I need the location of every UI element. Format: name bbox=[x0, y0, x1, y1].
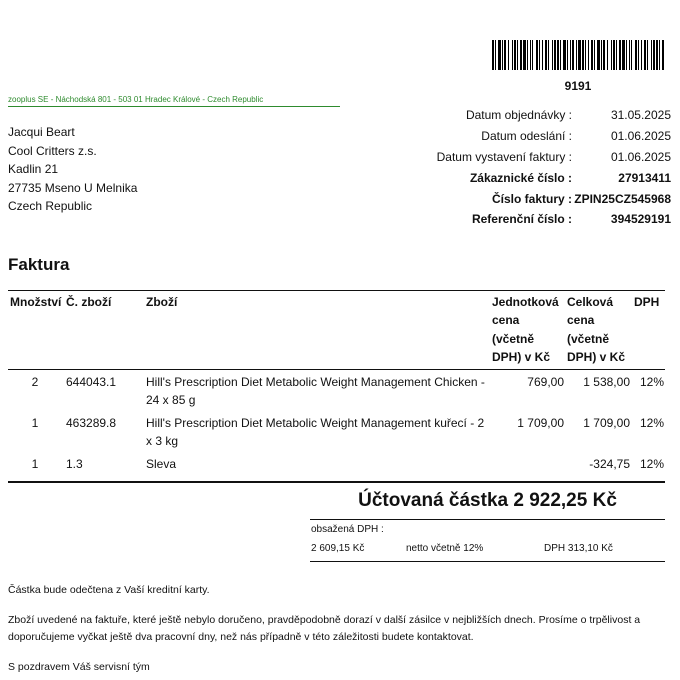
cell-product: Hill's Prescription Diet Metabolic Weight Management kuřecí - 2 x 3 kg bbox=[146, 416, 485, 449]
barcode-bar bbox=[653, 40, 655, 70]
barcode-bar bbox=[530, 40, 531, 70]
barcode-bar bbox=[512, 40, 513, 70]
barcode-bar bbox=[638, 40, 639, 70]
barcode-bar bbox=[662, 40, 664, 70]
barcode-bar bbox=[514, 40, 516, 70]
invoice-meta bbox=[390, 105, 671, 230]
barcode-bar bbox=[520, 40, 522, 70]
barcode-bar bbox=[629, 40, 630, 70]
barcode-bar bbox=[557, 40, 559, 70]
barcode-bar bbox=[542, 40, 543, 70]
col-header-qty: Množství bbox=[10, 295, 62, 309]
barcode-bar bbox=[552, 40, 553, 70]
cell-product: Hill's Prescription Diet Metabolic Weight Management Chicken - 24 x 85 g bbox=[146, 375, 485, 408]
total-amount: Účtovaná částka 2 922,25 Kč bbox=[358, 490, 617, 511]
cell-item-no: 1.3 bbox=[66, 457, 83, 471]
table-header-rule bbox=[8, 369, 665, 370]
barcode-bar bbox=[560, 40, 561, 70]
barcode-bar bbox=[585, 40, 586, 70]
meta-customer-number: Zákaznické číslo : 27913411 bbox=[469, 170, 671, 185]
barcode-bar bbox=[523, 40, 526, 70]
barcode-bar bbox=[641, 40, 642, 70]
barcode-bar bbox=[601, 40, 602, 70]
barcode-bar bbox=[582, 40, 584, 70]
cell-qty: 1 bbox=[31, 457, 39, 471]
recipient-line: Czech Republic bbox=[8, 199, 93, 213]
meta-reference-number: Referenční číslo : 394529191 bbox=[471, 212, 671, 227]
page-title: Faktura bbox=[8, 255, 70, 274]
barcode-bar bbox=[563, 40, 566, 70]
vat-amount: DPH 313,10 Kč bbox=[544, 543, 613, 554]
vat-net-amount: 2 609,15 Kč bbox=[311, 543, 365, 554]
barcode-bar bbox=[594, 40, 595, 70]
barcode-bar bbox=[597, 40, 600, 70]
cell-qty: 2 bbox=[31, 375, 39, 389]
sender-address: zooplus SE - Náchodská 801 - 503 01 Hradec Králové - Czech Republic bbox=[8, 95, 340, 107]
barcode-bar bbox=[572, 40, 574, 70]
col-header-vat: DPH bbox=[634, 295, 660, 309]
barcode-image bbox=[492, 40, 664, 70]
barcode-bar bbox=[498, 40, 501, 70]
meta-ship-date: Datum odeslání : 01.06.2025 bbox=[481, 129, 671, 144]
table-bottom-rule bbox=[8, 481, 665, 483]
barcode-bar bbox=[631, 40, 632, 70]
barcode-bar bbox=[611, 40, 612, 70]
barcode-bar bbox=[622, 40, 625, 70]
cell-item-no: 644043.1 bbox=[66, 375, 117, 389]
vat-rate-label: netto včetně 12% bbox=[406, 543, 484, 554]
cell-vat: 12% bbox=[639, 457, 664, 471]
barcode-bar bbox=[644, 40, 646, 70]
barcode-bar bbox=[567, 40, 568, 70]
barcode-bar bbox=[659, 40, 660, 70]
vat-summary bbox=[310, 519, 665, 562]
barcode-bar bbox=[626, 40, 627, 70]
barcode-bar bbox=[613, 40, 615, 70]
barcode-bar bbox=[527, 40, 528, 70]
barcode-bar bbox=[545, 40, 547, 70]
barcode-bar bbox=[588, 40, 589, 70]
barcode-number: 9191 bbox=[564, 79, 592, 93]
barcode-bar bbox=[517, 40, 518, 70]
recipient-line: Jacqui Beart bbox=[8, 125, 75, 139]
barcode-bar bbox=[548, 40, 549, 70]
barcode-bar bbox=[495, 40, 496, 70]
col-header-total-price: Celková cena (včetně DPH) v Kč bbox=[567, 295, 626, 364]
barcode-bar bbox=[619, 40, 621, 70]
barcode-bar bbox=[616, 40, 617, 70]
cell-unit-price: 769,00 bbox=[527, 375, 564, 389]
recipient-line: Cool Critters z.s. bbox=[8, 143, 97, 158]
payment-note: Částka bude odečtena z Vaší kreditní karty. bbox=[8, 584, 210, 596]
cell-unit-price: 1 709,00 bbox=[517, 416, 564, 430]
barcode-bar bbox=[603, 40, 605, 70]
barcode-bar bbox=[508, 40, 509, 70]
recipient-address bbox=[8, 123, 137, 216]
cell-product: Sleva bbox=[146, 457, 177, 471]
barcode-bar bbox=[591, 40, 593, 70]
cell-vat: 12% bbox=[639, 375, 664, 389]
barcode-bar bbox=[651, 40, 652, 70]
closing-greeting: S pozdravem Váš servisní tým bbox=[8, 661, 150, 673]
barcode-bar bbox=[536, 40, 538, 70]
barcode-bar bbox=[504, 40, 506, 70]
barcode-bar bbox=[539, 40, 540, 70]
cell-vat: 12% bbox=[639, 416, 664, 430]
barcode-bar bbox=[635, 40, 637, 70]
recipient-line: Kadlin 21 bbox=[8, 162, 59, 176]
barcode-bar bbox=[502, 40, 503, 70]
col-header-unit-price: Jednotková cena (včetně DPH) v Kč bbox=[492, 295, 559, 364]
barcode-bar bbox=[647, 40, 648, 70]
cell-item-no: 463289.8 bbox=[66, 416, 117, 430]
recipient-line: 27735 Mseno U Melnika bbox=[8, 180, 138, 195]
barcode-bar bbox=[607, 40, 608, 70]
meta-order-date: Datum objednávky : 31.05.2025 bbox=[465, 108, 671, 123]
cell-total-price: 1 538,00 bbox=[583, 375, 630, 389]
barcode-bar bbox=[578, 40, 581, 70]
cell-qty: 1 bbox=[31, 416, 39, 430]
meta-invoice-date: Datum vystavení faktury : 01.06.2025 bbox=[436, 149, 671, 164]
col-header-product: Zboží bbox=[146, 295, 178, 309]
barcode-bar bbox=[554, 40, 556, 70]
delivery-note: Zboží uvedené na faktuře, které ještě nebylo doručeno, pravděpodobně dorazí v další zásilce v nejbližších dnech. Prosíme o trpělivost a doporučujeme vyčkat ještě dva pracovní dny, než nás případně v této záležitosti budete kontaktovat. bbox=[8, 614, 641, 643]
barcode-bar bbox=[532, 40, 533, 70]
col-header-item-no: Č. zboží bbox=[66, 295, 112, 309]
cell-total-price: -324,75 bbox=[589, 457, 630, 471]
barcode-bar bbox=[492, 40, 494, 70]
vat-label: obsažená DPH : bbox=[311, 524, 384, 535]
meta-invoice-number: Číslo faktury : ZPIN25CZ545968 bbox=[491, 191, 671, 206]
barcode-bar bbox=[656, 40, 658, 70]
barcode-bar bbox=[570, 40, 571, 70]
table-top-rule bbox=[8, 290, 665, 291]
cell-total-price: 1 709,00 bbox=[583, 416, 630, 430]
barcode-bar bbox=[576, 40, 577, 70]
